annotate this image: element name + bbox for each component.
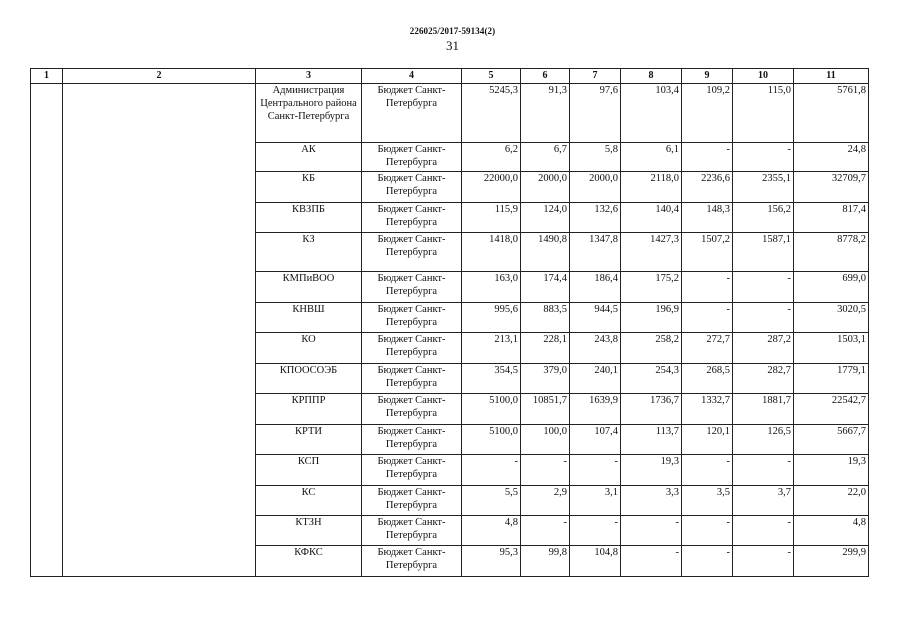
value-cell: - [682, 272, 733, 303]
column-header: 1 [31, 69, 63, 84]
value-cell: 22,0 [794, 486, 869, 516]
value-cell: 95,3 [462, 546, 521, 577]
column-header: 6 [521, 69, 570, 84]
funding-source-cell: Бюджет Санкт-Петербурга [362, 303, 462, 333]
column-header: 8 [621, 69, 682, 84]
value-cell: 243,8 [570, 333, 621, 364]
organization-cell: КБ [256, 172, 362, 203]
table-row [31, 84, 869, 143]
funding-source-cell: Бюджет Санкт-Петербурга [362, 364, 462, 394]
value-cell: 2355,1 [733, 172, 794, 203]
value-cell: 91,3 [521, 84, 570, 143]
funding-source-cell: Бюджет Санкт-Петербурга [362, 84, 462, 143]
value-cell: 4,8 [794, 516, 869, 546]
value-cell: - [682, 303, 733, 333]
value-cell: 19,3 [621, 455, 682, 486]
value-cell: 24,8 [794, 143, 869, 172]
value-cell: - [682, 455, 733, 486]
value-cell: - [733, 455, 794, 486]
organization-cell: КВЗПБ [256, 203, 362, 233]
value-cell: 10851,7 [521, 394, 570, 425]
header-row [31, 69, 869, 84]
value-cell: 1503,1 [794, 333, 869, 364]
value-cell: 6,1 [621, 143, 682, 172]
value-cell: 156,2 [733, 203, 794, 233]
value-cell: - [521, 455, 570, 486]
organization-cell: КРТИ [256, 425, 362, 455]
organization-cell: КНВШ [256, 303, 362, 333]
value-cell: - [621, 546, 682, 577]
value-cell: 299,9 [794, 546, 869, 577]
funding-source-cell: Бюджет Санкт-Петербурга [362, 546, 462, 577]
value-cell: 254,3 [621, 364, 682, 394]
value-cell: 174,4 [521, 272, 570, 303]
column-header: 3 [256, 69, 362, 84]
funding-source-cell: Бюджет Санкт-Петербурга [362, 333, 462, 364]
value-cell: 5100,0 [462, 425, 521, 455]
merged-cell-col1 [31, 84, 63, 577]
value-cell: 104,8 [570, 546, 621, 577]
value-cell: 272,7 [682, 333, 733, 364]
column-header: 9 [682, 69, 733, 84]
value-cell: - [570, 516, 621, 546]
column-header: 5 [462, 69, 521, 84]
budget-table [30, 68, 869, 577]
organization-cell: КЗ [256, 233, 362, 272]
value-cell: 103,4 [621, 84, 682, 143]
funding-source-cell: Бюджет Санкт-Петербурга [362, 455, 462, 486]
value-cell: 6,7 [521, 143, 570, 172]
value-cell: 1332,7 [682, 394, 733, 425]
value-cell: 2,9 [521, 486, 570, 516]
value-cell: 1587,1 [733, 233, 794, 272]
funding-source-cell: Бюджет Санкт-Петербурга [362, 394, 462, 425]
value-cell: 99,8 [521, 546, 570, 577]
value-cell: 107,4 [570, 425, 621, 455]
organization-cell: КО [256, 333, 362, 364]
value-cell: - [733, 272, 794, 303]
value-cell: 2236,6 [682, 172, 733, 203]
value-cell: - [462, 455, 521, 486]
value-cell: 228,1 [521, 333, 570, 364]
value-cell: 19,3 [794, 455, 869, 486]
value-cell: - [682, 546, 733, 577]
value-cell: 140,4 [621, 203, 682, 233]
column-header: 10 [733, 69, 794, 84]
value-cell: 5,5 [462, 486, 521, 516]
organization-cell: КПООСОЭБ [256, 364, 362, 394]
funding-source-cell: Бюджет Санкт-Петербурга [362, 172, 462, 203]
organization-cell: АК [256, 143, 362, 172]
value-cell: 3020,5 [794, 303, 869, 333]
value-cell: 883,5 [521, 303, 570, 333]
value-cell: 148,3 [682, 203, 733, 233]
value-cell: 379,0 [521, 364, 570, 394]
value-cell: 5,8 [570, 143, 621, 172]
value-cell: 163,0 [462, 272, 521, 303]
value-cell: 124,0 [521, 203, 570, 233]
value-cell: 2000,0 [570, 172, 621, 203]
column-header: 11 [794, 69, 869, 84]
value-cell: 196,9 [621, 303, 682, 333]
value-cell: 5100,0 [462, 394, 521, 425]
value-cell: 1427,3 [621, 233, 682, 272]
column-header: 4 [362, 69, 462, 84]
value-cell: 5761,8 [794, 84, 869, 143]
value-cell: 5245,3 [462, 84, 521, 143]
value-cell: 8778,2 [794, 233, 869, 272]
value-cell: 115,0 [733, 84, 794, 143]
value-cell: 287,2 [733, 333, 794, 364]
column-header: 7 [570, 69, 621, 84]
value-cell: 132,6 [570, 203, 621, 233]
value-cell: 2000,0 [521, 172, 570, 203]
funding-source-cell: Бюджет Санкт-Петербурга [362, 272, 462, 303]
value-cell: 1779,1 [794, 364, 869, 394]
value-cell: 120,1 [682, 425, 733, 455]
value-cell: 3,5 [682, 486, 733, 516]
value-cell: 3,3 [621, 486, 682, 516]
value-cell: 5667,7 [794, 425, 869, 455]
value-cell: - [733, 516, 794, 546]
value-cell: 4,8 [462, 516, 521, 546]
value-cell: 22000,0 [462, 172, 521, 203]
funding-source-cell: Бюджет Санкт-Петербурга [362, 516, 462, 546]
organization-cell: КС [256, 486, 362, 516]
value-cell: 100,0 [521, 425, 570, 455]
funding-source-cell: Бюджет Санкт-Петербурга [362, 486, 462, 516]
value-cell: 97,6 [570, 84, 621, 143]
value-cell: 2118,0 [621, 172, 682, 203]
value-cell: 944,5 [570, 303, 621, 333]
page-number: 31 [446, 38, 459, 53]
value-cell: - [521, 516, 570, 546]
organization-cell: КСП [256, 455, 362, 486]
value-cell: 115,9 [462, 203, 521, 233]
value-cell: 32709,7 [794, 172, 869, 203]
value-cell: 1736,7 [621, 394, 682, 425]
funding-source-cell: Бюджет Санкт-Петербурга [362, 425, 462, 455]
value-cell: 354,5 [462, 364, 521, 394]
value-cell: 240,1 [570, 364, 621, 394]
value-cell: 126,5 [733, 425, 794, 455]
organization-cell: КРППР [256, 394, 362, 425]
value-cell: 1490,8 [521, 233, 570, 272]
value-cell: 1507,2 [682, 233, 733, 272]
column-header: 2 [63, 69, 256, 84]
value-cell: 213,1 [462, 333, 521, 364]
value-cell: 268,5 [682, 364, 733, 394]
value-cell: 3,7 [733, 486, 794, 516]
organization-cell: Администрация Центрального района Санкт-Петербурга [256, 84, 362, 143]
funding-source-cell: Бюджет Санкт-Петербурга [362, 233, 462, 272]
merged-cell-col2 [63, 84, 256, 577]
value-cell: 699,0 [794, 272, 869, 303]
organization-cell: КФКС [256, 546, 362, 577]
value-cell: - [733, 546, 794, 577]
value-cell: 175,2 [621, 272, 682, 303]
funding-source-cell: Бюджет Санкт-Петербурга [362, 203, 462, 233]
value-cell: 1347,8 [570, 233, 621, 272]
document-id: 226025/2017-59134(2) [409, 26, 496, 36]
value-cell: - [621, 516, 682, 546]
organization-cell: КМПиВОО [256, 272, 362, 303]
value-cell: - [733, 303, 794, 333]
value-cell: - [682, 143, 733, 172]
value-cell: 3,1 [570, 486, 621, 516]
value-cell: 995,6 [462, 303, 521, 333]
value-cell: 1881,7 [733, 394, 794, 425]
value-cell: - [682, 516, 733, 546]
funding-source-cell: Бюджет Санкт-Петербурга [362, 143, 462, 172]
value-cell: 282,7 [733, 364, 794, 394]
value-cell: - [733, 143, 794, 172]
value-cell: - [570, 455, 621, 486]
value-cell: 817,4 [794, 203, 869, 233]
value-cell: 109,2 [682, 84, 733, 143]
value-cell: 1418,0 [462, 233, 521, 272]
value-cell: 258,2 [621, 333, 682, 364]
value-cell: 1639,9 [570, 394, 621, 425]
value-cell: 186,4 [570, 272, 621, 303]
value-cell: 113,7 [621, 425, 682, 455]
value-cell: 22542,7 [794, 394, 869, 425]
value-cell: 6,2 [462, 143, 521, 172]
organization-cell: КТЗН [256, 516, 362, 546]
